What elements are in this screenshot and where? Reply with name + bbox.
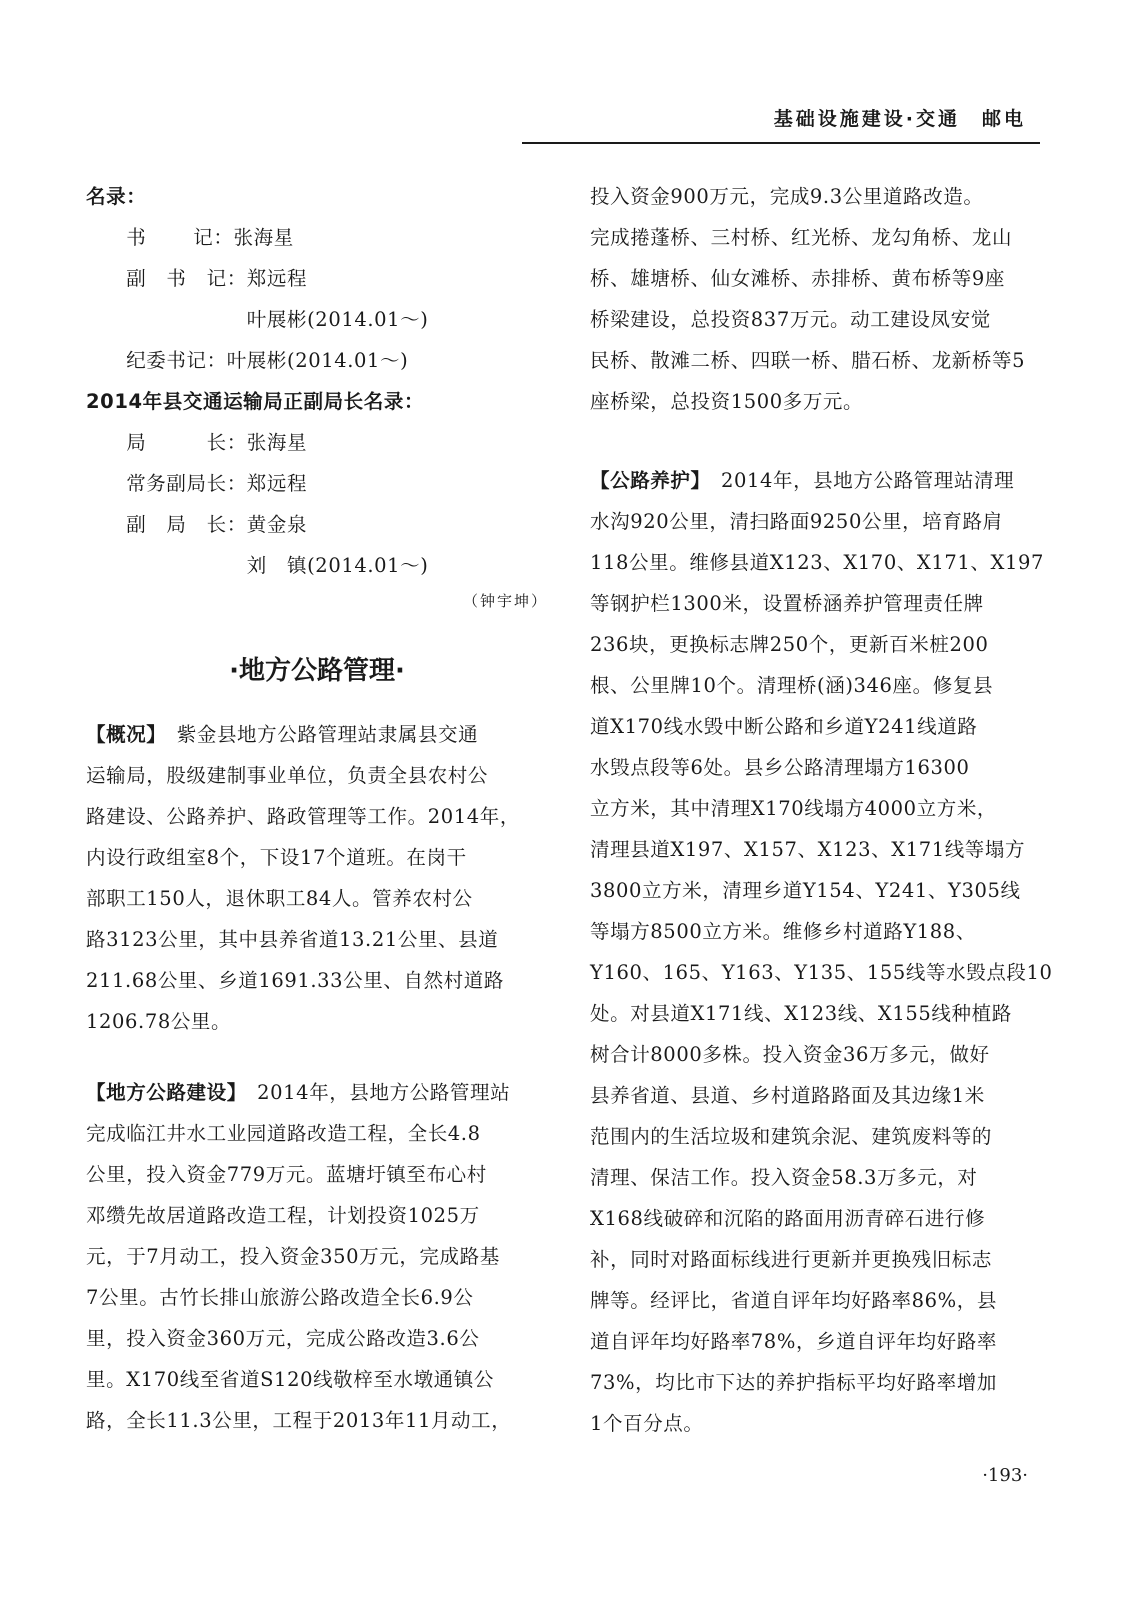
- paragraph-line: 桥、雄塘桥、仙女滩桥、赤排桥、黄布桥等9座: [590, 267, 1006, 290]
- paragraph-line: 里，投入资金360万元，完成公路改造3.6公: [86, 1327, 480, 1350]
- running-header: 基础设施建设·交通 邮电: [773, 108, 1026, 130]
- paragraph-line: 路，全长11.3公里，工程于2013年11月动工，: [86, 1409, 512, 1432]
- paragraph-line: 1个百分点。: [590, 1412, 704, 1435]
- maintenance-tag: 【公路养护】: [590, 469, 701, 492]
- paragraph-line: 桥梁建设，总投资837万元。动工建设凤安觉: [590, 308, 991, 331]
- paragraph-line: 清理、保洁工作。投入资金58.3万多元，对: [590, 1166, 978, 1189]
- paragraph-line: 处。对县道X171线、X123线、X155线种植路: [590, 1002, 1012, 1025]
- paragraph-line: 211.68公里、乡道1691.33公里、自然村道路: [86, 969, 504, 992]
- party-list: [86, 217, 548, 381]
- paragraph-line: 运输局，股级建制事业单位，负责全县农村公: [86, 764, 489, 787]
- paragraph-line: 236块，更换标志牌250个，更新百米桩200: [590, 633, 989, 656]
- paragraph-line: 清理县道X197、X157、X123、X171线等塌方: [590, 838, 1026, 861]
- left-column: [86, 176, 548, 1441]
- bureau-line: 常务副局长：郑远程: [86, 472, 308, 495]
- construction-continued: [590, 176, 1052, 422]
- party-line: 纪委书记：叶展彬(2014.01～): [86, 349, 409, 372]
- paragraph-line: 等塌方8500立方米。维修乡村道路Y188、: [590, 920, 976, 943]
- paragraph-line: 范围内的生活垃圾和建筑余泥、建筑废料等的: [590, 1125, 993, 1148]
- paragraph-line: 牌等。经评比，省道自评年均好路率86%，县: [590, 1289, 997, 1312]
- bureau-line: 局 长：张海星: [86, 431, 308, 454]
- paragraph-line: 道自评年均好路率78%，乡道自评年均好路率: [590, 1330, 997, 1353]
- right-column: [590, 176, 1052, 1444]
- paragraph-line: 邓缵先故居道路改造工程，计划投资1025万: [86, 1204, 480, 1227]
- paragraph-line: Y160、165、Y163、Y135、155线等水毁点段10: [590, 961, 1053, 984]
- paragraph-line: 118公里。维修县道X123、X170、X171、X197: [590, 551, 1045, 574]
- party-line: 副 书 记：郑远程: [86, 267, 308, 290]
- overview-tag: 【概况】: [86, 723, 157, 746]
- paragraph-line: 立方米，其中清理X170线塌方4000立方米，: [590, 797, 998, 820]
- paragraph-line: 水沟920公里，清扫路面9250公里，培育路肩: [590, 510, 1003, 533]
- paragraph-line: 3800立方米，清理乡道Y154、Y241、Y305线: [590, 879, 1021, 902]
- bureau-line: 副 局 长：黄金泉: [86, 513, 308, 536]
- paragraph-gap: [86, 1042, 548, 1072]
- paragraph-line: 里。X170线至省道S120线敬梓至水墩通镇公: [86, 1368, 494, 1391]
- paragraph-line: 73%，均比市下达的养护指标平均好路率增加: [590, 1371, 997, 1394]
- paragraph-line: 根、公里牌10个。清理桥(涵)346座。修复县: [590, 674, 994, 697]
- paragraph-line: 紫金县地方公路管理站隶属县交通: [156, 723, 479, 746]
- construction-tag: 【地方公路建设】: [86, 1081, 238, 1104]
- page-number: ·193·: [982, 1465, 1028, 1486]
- paragraph-line: 公里，投入资金779万元。蓝塘圩镇至布心村: [86, 1163, 487, 1186]
- paragraph-line: 树合计8000多株。投入资金36万多元，做好: [590, 1043, 990, 1066]
- paragraph-line: 部职工150人，退休职工84人。管养农村公: [86, 887, 473, 910]
- party-line: 叶展彬(2014.01～): [86, 308, 429, 331]
- paragraph-line: 路建设、公路养护、路政管理等工作。2014年，: [86, 805, 520, 828]
- party-line: 书 记：张海星: [86, 226, 294, 249]
- paragraph-line: X168线破碎和沉陷的路面用沥青碎石进行修: [590, 1207, 986, 1230]
- maintenance-paragraph: [590, 460, 1052, 1444]
- overview-paragraph: [86, 714, 548, 1042]
- bureau-line: 刘 镇(2014.01～): [86, 554, 429, 577]
- paragraph-line: 座桥梁，总投资1500多万元。: [590, 390, 864, 413]
- bureau-heading: 2014年县交通运输局正副局长名录：: [86, 390, 425, 413]
- paragraph-line: 完成临江井水工业园道路改造工程，全长4.8: [86, 1122, 481, 1145]
- section-title: ·地方公路管理·: [229, 656, 405, 686]
- paragraph-line: 元，于7月动工，投入资金350万元，完成路基: [86, 1245, 500, 1268]
- paragraph-line: 补，同时对路面标线进行更新并更换残旧标志: [590, 1248, 993, 1271]
- paragraph-line: 2014年，县地方公路管理站: [237, 1081, 511, 1104]
- construction-paragraph: [86, 1072, 548, 1441]
- paragraph-line: 1206.78公里。: [86, 1010, 232, 1033]
- paragraph-line: 道X170线水毁中断公路和乡道Y241线道路: [590, 715, 978, 738]
- paragraph-line: 内设行政组室8个，下设17个道班。在岗干: [86, 846, 467, 869]
- author-signature: （钟宇坤）: [462, 592, 548, 610]
- paragraph-line: 民桥、散滩二桥、四联一桥、腊石桥、龙新桥等5: [590, 349, 1026, 372]
- paragraph-line: 2014年，县地方公路管理站清理: [700, 469, 1015, 492]
- header-rule: [522, 142, 1040, 144]
- paragraph-gap: [590, 422, 1052, 460]
- name-list-heading: 名录：: [86, 185, 147, 208]
- paragraph-line: 等钢护栏1300米，设置桥涵养护管理责任牌: [590, 592, 984, 615]
- bureau-list: [86, 422, 548, 586]
- paragraph-line: 路3123公里，其中县养省道13.21公里、县道: [86, 928, 499, 951]
- paragraph-line: 投入资金900万元，完成9.3公里道路改造。: [590, 185, 984, 208]
- paragraph-line: 县养省道、县道、乡村道路路面及其边缘1米: [590, 1084, 985, 1107]
- paragraph-line: 完成捲蓬桥、三村桥、红光桥、龙勾角桥、龙山: [590, 226, 1013, 249]
- paragraph-line: 7公里。古竹长排山旅游公路改造全长6.9公: [86, 1286, 474, 1309]
- paragraph-line: 水毁点段等6处。县乡公路清理塌方16300: [590, 756, 970, 779]
